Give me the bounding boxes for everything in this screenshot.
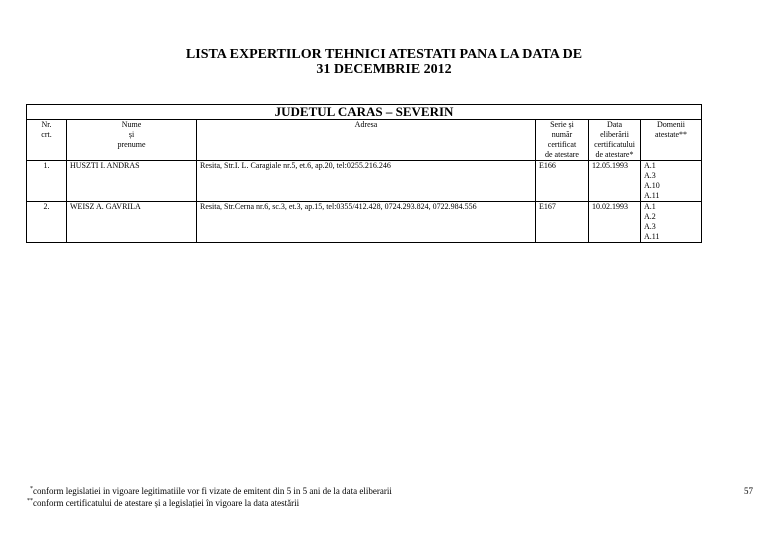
header-serie: Serie și număr certificat de atestare — [536, 120, 589, 161]
table-row — [27, 202, 702, 243]
page-title-line-2: 31 DECEMBRIE 2012 — [316, 62, 452, 77]
page-title-line-1: LISTA EXPERTILOR TEHNICI ATESTATI PANA LA DATA DE — [185, 47, 583, 62]
footnote-text: conform certificatului de atestare și a legislației în vigoare la data atestării — [33, 498, 300, 508]
cell-serie: E166 — [536, 161, 589, 202]
header-nr: Nr. crt. — [27, 120, 67, 161]
footnote-marker: ** — [27, 498, 33, 504]
cell-domenii: A.1 A.3 A.10 A.11 — [641, 161, 702, 202]
column-headers — [27, 120, 702, 161]
cell-nume: WEISZ A. GAVRILA — [67, 202, 197, 243]
cell-data: 10.02.1993 — [589, 202, 641, 243]
cell-nr: 2. — [27, 202, 67, 243]
header-domenii: Domenii atestate** — [641, 120, 702, 161]
cell-serie: E167 — [536, 202, 589, 243]
cell-nr: 1. — [27, 161, 67, 202]
cell-data: 12.05.1993 — [589, 161, 641, 202]
cell-adresa: Resita, Str.Cerna nr.6, sc.3, et.3, ap.15, tel:0355/412.428, 0724.293.824, 0722.984.556 — [197, 202, 536, 243]
header-adresa: Adresa — [197, 120, 536, 161]
header-data: Data eliberării certificatului de atestare* — [589, 120, 641, 161]
footnote-marker: * — [30, 486, 33, 492]
header-nume: Nume și prenume — [67, 120, 197, 161]
cell-nume: HUSZTI I. ANDRAS — [67, 161, 197, 202]
page-number: 57 — [744, 486, 753, 496]
footnote-validity — [30, 486, 392, 497]
footnote-text: conform legislatiei in vigoare legitimatiile vor fi vizate de emitent din 5 in 5 ani de la data eliberarii — [33, 486, 392, 496]
table-row — [27, 161, 702, 202]
county-header: JUDETUL CARAS – SEVERIN — [27, 105, 702, 120]
experts-table — [26, 104, 702, 243]
footnote-domains — [27, 498, 299, 509]
cell-domenii: A.1 A.2 A.3 A.11 — [641, 202, 702, 243]
cell-adresa: Resita, Str.I. L. Caragiale nr.5, et.6, ap.20, tel:0255.216.246 — [197, 161, 536, 202]
